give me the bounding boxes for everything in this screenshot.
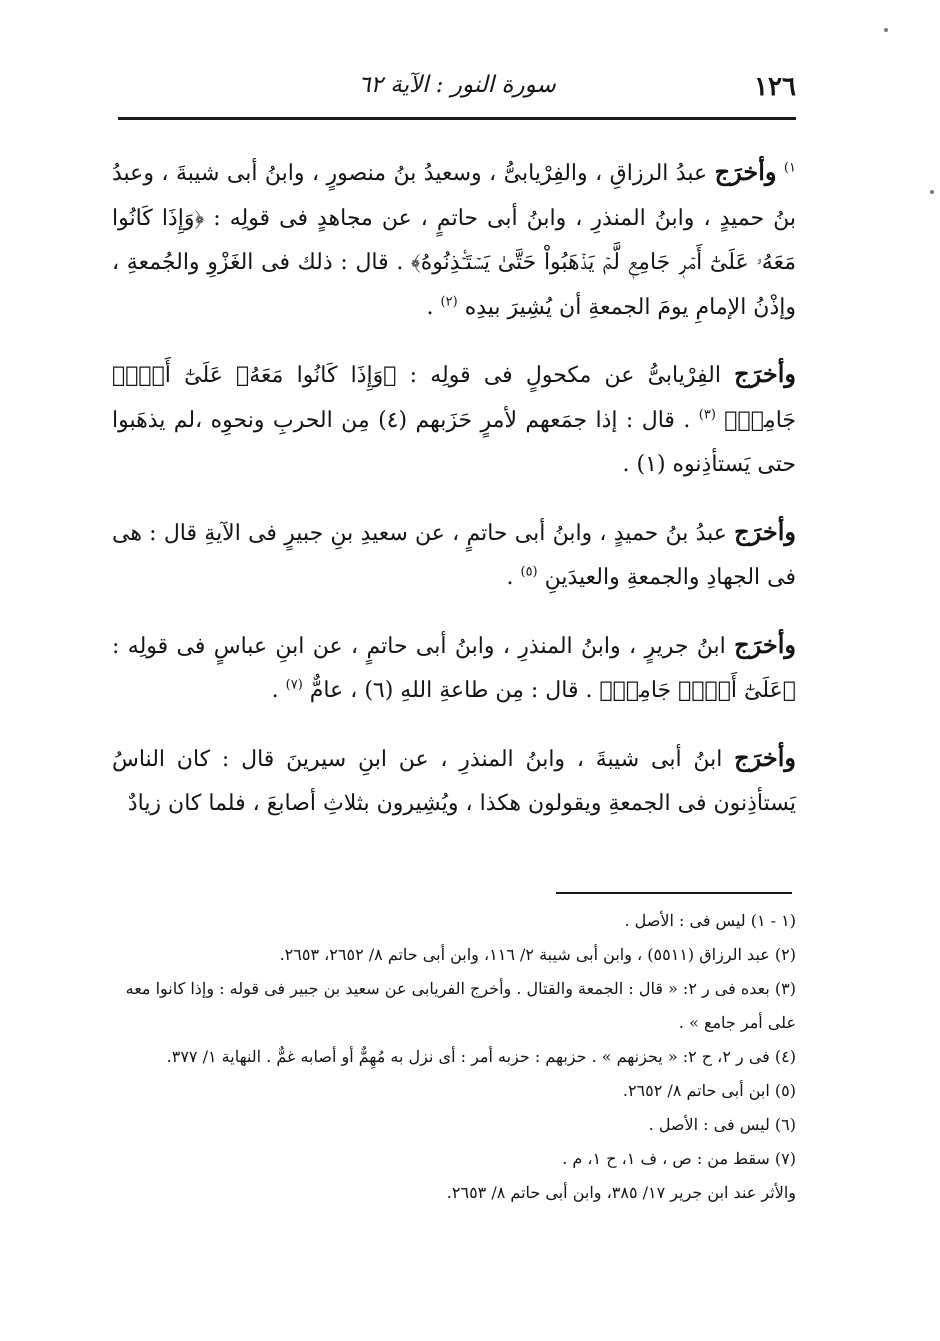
header-rule — [118, 117, 796, 120]
footnote: والأثر عند ابن جرير ١٧/ ٣٨٥، وابن أبى حاتم ٨/ ٢٦٥٣. — [446, 1183, 796, 1202]
paragraph-text: الفِرْيابىُّ عن مكحولٍ فى قولِه : ﴿وَإِذَا كَانُوا مَعَهُۥ عَلَىٰٓ أَمۡرٖ جَامِعٖ﴾ — [112, 363, 796, 433]
paragraph-lead-word: وأخرَج — [734, 629, 796, 659]
footnote-ref: (٣) — [698, 407, 716, 423]
footnote: (٦) ليس فى : الأصل . — [648, 1115, 796, 1134]
paragraph — [112, 510, 796, 601]
footnote-ref: (٧) — [285, 677, 303, 693]
scan-speck — [930, 190, 934, 194]
footnote: على أمر جامع » . — [678, 1013, 796, 1032]
paragraph-lead-word: وأخرَج — [734, 516, 796, 546]
paragraph — [112, 352, 796, 488]
scan-speck — [884, 28, 888, 32]
paragraph-text: ابنُ جريرٍ ، وابنُ المنذرِ ، وابنُ أبى حاتمٍ ، عن ابنِ عباسٍ فى قولِه : ﴿عَلَىٰٓ أَمۡرٖ جَامِعٖ﴾ . قال : مِن طاعةِ اللهِ (٦) ، عامٌّ — [112, 633, 796, 703]
paragraph-text: عبدُ الرزاقِ ، والفِرْيابىُّ ، وسعيدُ بنُ منصورٍ ، وابنُ أبى شيبةَ ، وعبدُ بنُ حميدٍ ، وابنُ المنذرِ ، وابنُ أبى حاتمٍ ، عن مجاهدٍ فى قولِه : ﴿وَإِذَا كَانُوا مَعَهُۥ عَلَىٰٓ أَمۡرٖ جَامِعٖ لَّمۡ يَذۡهَبُواْ حَتَّىٰ يَسۡتَـٔۡذِنُوهُ﴾ . قال : ذلك فى الغَزْوِ والجُمعةِ ، وإذْنُ الإمامِ يومَ الجمعةِ أن يُشِيرَ بيدِه — [112, 161, 796, 320]
paragraph-text: ابنُ أبى شيبةَ ، وابنُ المنذرِ ، عن ابنِ سيرينَ قال : كان الناسُ يَستأذِنون فى الجمعةِ ويقولون هكذا ، ويُشِيرون بثلاثِ أصابعَ ، فلما كان زيادٌ — [112, 746, 796, 816]
footnote: (٥) ابن أبى حاتم ٨/ ٢٦٥٢. — [622, 1081, 796, 1100]
footnote-ref: ١) — [783, 160, 796, 176]
page-number: ١٢٦ — [754, 72, 796, 102]
paragraph — [112, 623, 796, 714]
paragraph — [112, 150, 796, 330]
paragraph-tail: . — [271, 678, 286, 703]
paragraph-lead-word: وأخرَج — [714, 157, 777, 186]
main-text — [112, 150, 796, 827]
paragraph-tail: . قال : إذا جمَعهم لأمرٍ حَزَبهم (٤) مِن الحربِ ونحوِه ،لم يذهَبوا حتى يَستأذِنوه (١) . — [112, 407, 796, 477]
footnote: (٣) بعده فى ر ٢: « قال : الجمعة والقتال . وأخرج الفريابى عن سعيد بن جبير فى قوله : وإذا كانوا معه — [125, 979, 796, 998]
paragraph-lead-word: وأخرَج — [734, 742, 796, 772]
footnote: (١ - ١) ليس فى : الأصل . — [624, 911, 796, 930]
paragraph — [112, 736, 796, 827]
footnote-ref: (٥) — [520, 564, 538, 580]
paragraph-tail: . — [426, 294, 441, 320]
footnotes — [112, 904, 796, 1210]
footnote: (٤) فى ر ٢، ح ٢: « يحزنهم » . حزبهم : حزبه أمر : أى نزل به مُهِمٌّ أو أصابه غمٌّ . النهاية ١/ ٣٧٧. — [166, 1047, 796, 1066]
footnotes-rule — [556, 892, 792, 894]
paragraph-lead-word: وأخرَج — [734, 359, 796, 388]
page-header — [118, 62, 796, 118]
running-title: سورة النور : الآية ٦٢ — [358, 72, 556, 98]
paragraph-tail: . — [506, 565, 521, 590]
footnote: (٢) عبد الرزاق (٥٥١١) ، وابن أبى شيبة ٢/ ١١٦، وابن أبى حاتم ٨/ ٢٦٥٢، ٢٦٥٣. — [279, 945, 796, 964]
footnote-ref: (٢) — [440, 294, 458, 310]
paragraph-text: عبدُ بنُ حميدٍ ، وابنُ أبى حاتمٍ ، عن سعيدِ بنِ جبيرٍ فى الآيةِ قال : هى فى الجهادِ والجمعةِ والعيدَينِ — [112, 520, 796, 590]
footnote: (٧) سقط من : ص ، ف ١، ح ١، م . — [562, 1149, 796, 1168]
